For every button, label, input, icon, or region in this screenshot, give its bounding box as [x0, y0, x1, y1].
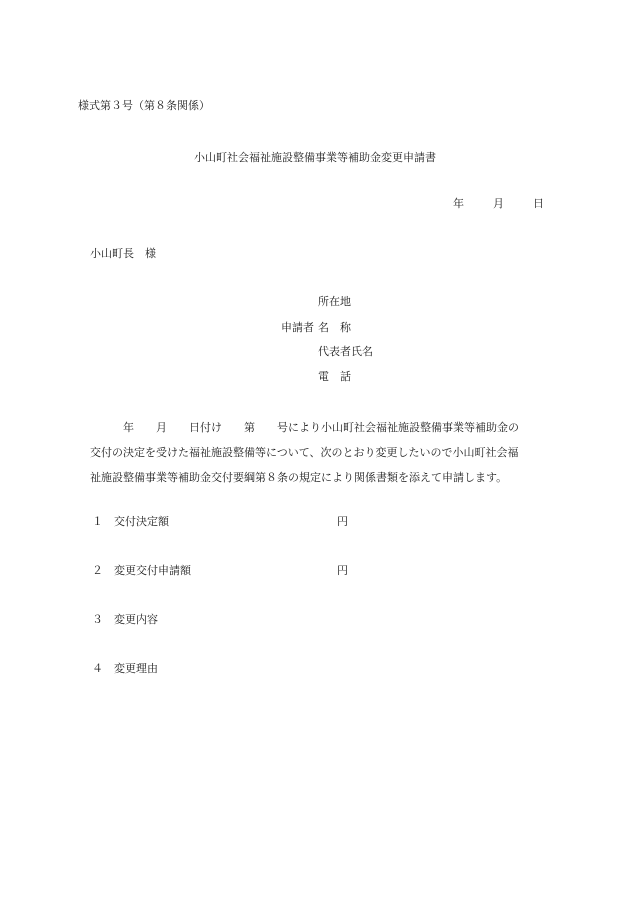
date-year: 年 [453, 197, 464, 210]
addressee: 小山町長 様 [90, 247, 156, 260]
item-grant-decision-amount [92, 515, 169, 529]
date-month: 月 [493, 197, 504, 210]
item-label: 変更交付申請額 [114, 564, 191, 577]
form-number: 様式第３号（第８条関係） [78, 99, 210, 112]
item-number: ３ [92, 613, 103, 626]
body-paragraph [90, 415, 552, 490]
item-change-request-amount [92, 564, 191, 578]
applicant-field-address: 所在地 [318, 295, 351, 308]
document-title: 小山町社会福祉施設整備事業等補助金変更申請書 [194, 151, 436, 164]
item-number: ４ [92, 662, 103, 675]
body-line: 祉施設整備事業等補助金交付要綱第８条の規定により関係書類を添えて申請します。 [90, 471, 508, 484]
item-label: 交付決定額 [114, 515, 169, 528]
date-line [453, 197, 544, 211]
item-number: ２ [92, 564, 103, 577]
item-change-content [92, 613, 158, 627]
item-label: 変更理由 [114, 662, 158, 675]
body-line: 交付の決定を受けた福祉施設整備等について、次のとおり変更したいので小山町社会福 [90, 446, 519, 459]
item-unit-yen: 円 [337, 515, 348, 528]
item-number: １ [92, 515, 103, 528]
applicant-field-phone: 電 話 [318, 370, 351, 383]
applicant-label: 申請者 [281, 321, 314, 334]
body-line: 年 月 日付け 第 号により小山町社会福祉施設整備事業等補助金の [90, 421, 519, 434]
item-label: 変更内容 [114, 613, 158, 626]
applicant-field-representative: 代表者氏名 [318, 345, 373, 358]
item-change-reason [92, 662, 158, 676]
applicant-field-name: 名 称 [318, 321, 351, 334]
item-unit-yen: 円 [337, 564, 348, 577]
date-day: 日 [533, 197, 544, 210]
